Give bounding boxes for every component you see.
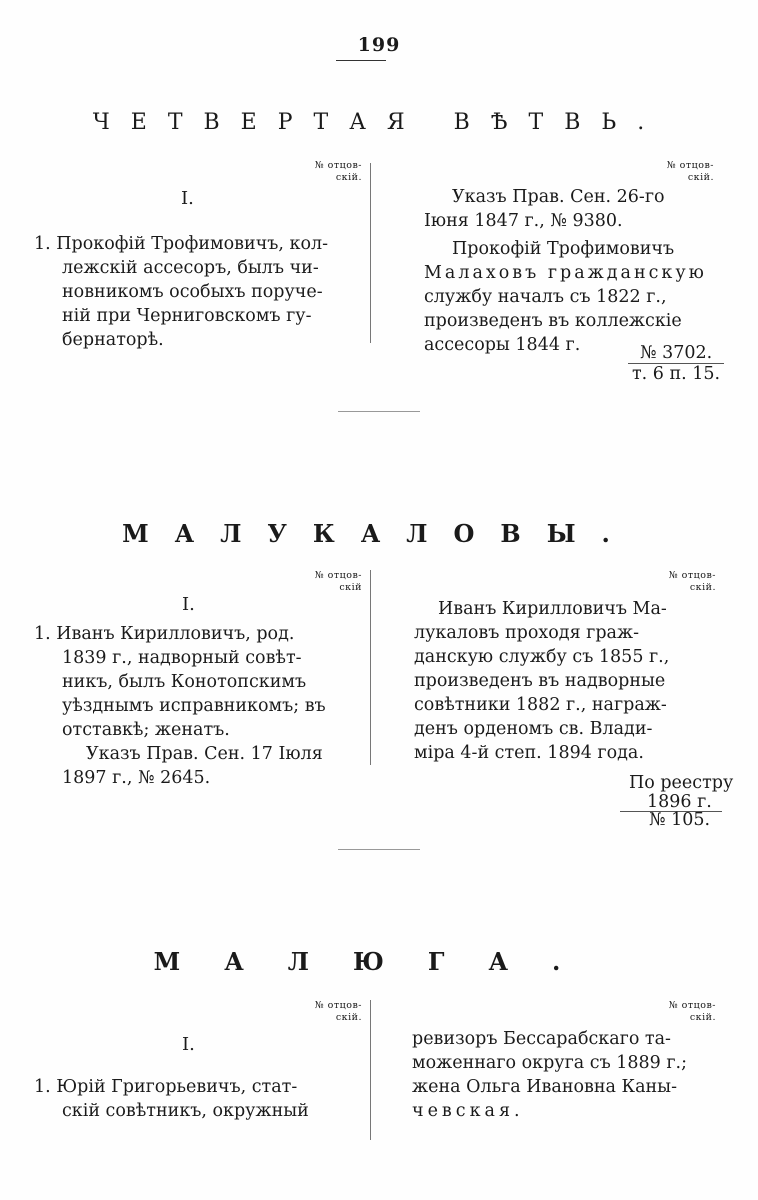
right-note: № отцов- скій. [666, 160, 714, 183]
right-column-text: Иванъ Кирилловичъ Ма- лукаловъ проходя граж- данскую службу съ 1855 г., произведенъ въ надворные совѣтники 1882 г., награж- денъ орденомъ св. Влади- міра 4-й степ. 1894 года. [414, 599, 670, 763]
section-title-malyuga: МАЛЮГА. [153, 947, 605, 976]
page-number-rule [336, 60, 386, 61]
section-separator [338, 411, 420, 412]
section-separator [338, 849, 420, 850]
left-note: № отцов- скій [314, 570, 362, 593]
column-divider [370, 1000, 371, 1140]
right-column-text: ревизоръ Бессарабскаго та- моженнаго округа съ 1889 г.; жена Ольга Ивановна Каны- чевская. [412, 1029, 687, 1121]
section-title-malukalovy: МАЛУКАЛОВЫ. [122, 519, 636, 548]
section-title-chetvertaya-vetv: ЧЕТВЕРТАЯ ВѢТВЬ. [92, 110, 666, 135]
right-note: № отцов- скій. [668, 1000, 716, 1023]
registry-number: № 105. [649, 810, 711, 830]
registry-label: По реестру [629, 773, 734, 793]
roman-numeral: I. [182, 594, 195, 615]
reference-volume: т. 6 п. 15. [632, 364, 721, 384]
right-note: № отцов- скій. [668, 570, 716, 593]
reference-number: № 3702. [640, 343, 713, 363]
left-column-text: 1. Прокофій Трофимовичъ, кол- лежскій ассесоръ, былъ чи- новникомъ особыхъ поруче- ній при Черниговскомъ гу- бернаторѣ. [34, 234, 329, 350]
right-column-text: Указъ Прав. Сен. 26-го Іюня 1847 г., № 9380. Прокофій Трофимовичъ Малаховъ гражданскую службу началъ съ 1822 г., произведенъ въ коллежскіе ассесоры 1844 г. [424, 187, 707, 355]
left-note: № отцов- скій. [314, 1000, 362, 1023]
column-divider [370, 570, 371, 765]
left-column-text: 1. Иванъ Кирилловичъ, род. 1839 г., надворный совѣт- никъ, былъ Конотопскимъ уѣзднымъ исправникомъ; въ отставкѣ; женатъ. Указъ Прав. Сен. 17 Іюля 1897 г., № 2645. [34, 624, 326, 788]
roman-numeral: I. [182, 1034, 195, 1055]
roman-numeral: I. [181, 188, 194, 209]
left-note: № отцов- скій. [314, 160, 362, 183]
registry-year: 1896 г. [647, 792, 712, 812]
page-number: 199 [357, 34, 401, 56]
left-column-text: 1. Юрій Григорьевичъ, стат- скій совѣтникъ, окружный [34, 1077, 309, 1121]
column-divider [370, 163, 371, 343]
